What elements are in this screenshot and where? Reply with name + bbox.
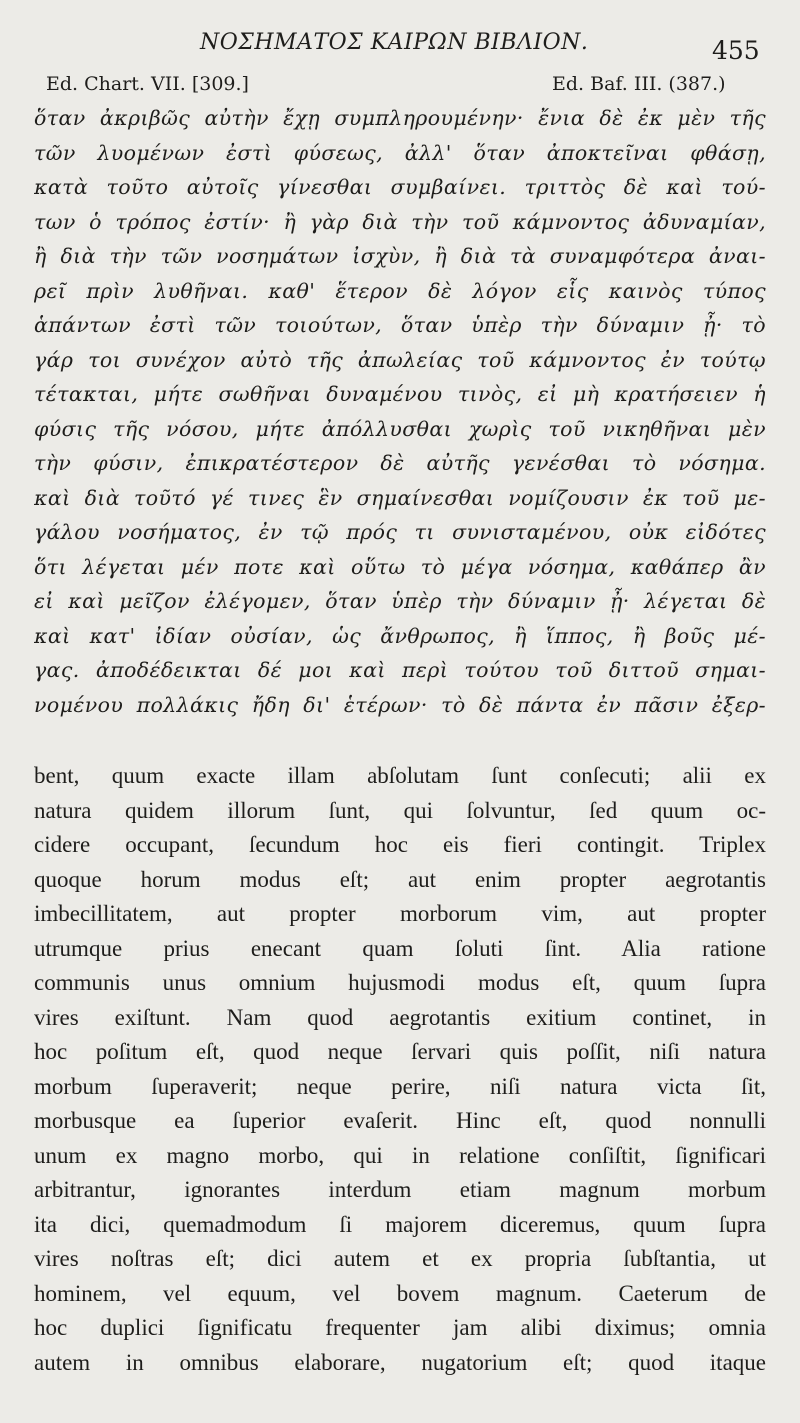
greek-text-line: νομένου πολλάκις ἤδη δι' ἑτέρων· τὸ δὲ πάντα ἐν πᾶσιν ἐξερ- <box>34 692 766 717</box>
greek-text-line: ρεῖ πρὶν λυθῆναι. καθ' ἕτερον δὲ λόγον εἷς καινὸς τύπος <box>34 278 766 303</box>
latin-text-line: arbitrantur, ignorantes interdum etiam magnum morbum <box>34 1177 766 1202</box>
latin-text-line: bent, quum exacte illam abſolutam ſunt conſecuti; alii ex <box>34 763 766 788</box>
greek-text-line: ὅτι λέγεται μέν ποτε καὶ οὕτω τὸ μέγα νόσημα, καθάπερ ἂν <box>34 554 766 579</box>
latin-text-line: cidere occupant, ſecundum hoc eis fieri contingit. Triplex <box>34 832 766 857</box>
greek-text-line: εἰ καὶ μεῖζον ἐλέγομεν, ὅταν ὑπὲρ τὴν δύναμιν ᾖ· λέγεται δὲ <box>34 589 766 613</box>
latin-text-line: imbecillitatem, aut propter morborum vim, aut propter <box>34 901 766 926</box>
latin-text-line: morbum ſuperaverit; neque perire, niſi natura victa ſit, <box>34 1073 766 1099</box>
greek-text-line: τέτακται, μήτε σωθῆναι δυναμένου τινὸς, εἰ μὴ κρατήσειεν ἡ <box>34 382 766 406</box>
greek-text-line: φύσις τῆς νόσου, μήτε ἀπόλλυσθαι χωρὶς τοῦ νικηθῆναι μὲν <box>34 416 766 441</box>
latin-text-line: ita dici, quemadmodum ſi majorem diceremus, quum ſupra <box>34 1211 766 1237</box>
latin-text-line: hoc duplici ſignificatu frequenter jam alibi diximus; omnia <box>34 1315 766 1340</box>
greek-text-line: ὅταν ἀκριβῶς αὐτὴν ἔχῃ συμπληρουμένην· ἔνια δὲ ἐκ μὲν τῆς <box>34 106 766 130</box>
greek-text-line: των ὁ τρόπος ἐστίν· ἢ γὰρ διὰ τὴν τοῦ κάμνοντος ἀδυναμίαν, <box>34 209 766 234</box>
greek-text-line: τῶν λυομένων ἐστὶ φύσεως, ἀλλ' ὅταν ἀποκτεῖναι φθάσῃ, <box>34 140 766 165</box>
greek-text-line: γάρ τοι συνέχον αὐτὸ τῆς ἀπωλείας τοῦ κάμνοντος ἐν τούτῳ <box>34 347 766 372</box>
latin-text-line: hominem, vel equum, vel bovem magnum. Caeterum de <box>34 1280 766 1306</box>
greek-text-line: γας. ἀποδέδεικται δέ μοι καὶ περὶ τούτου τοῦ διττοῦ σημαι- <box>34 658 766 682</box>
latin-text-line: hoc poſitum eſt, quod neque ſervari quis poſſit, niſi natura <box>34 1039 766 1064</box>
edition-reference-basel: Ed. Baf. III. (387.) <box>552 73 726 95</box>
latin-text-line: natura quidem illorum ſunt, qui ſolvuntur, ſed quum oc- <box>34 797 766 823</box>
greek-text-line: τὴν φύσιν, ἐπικρατέστερον δὲ αὐτῆς γενέσθαι τὸ νόσημα. <box>34 451 766 475</box>
latin-text-line: utrumque prius enecant quam ſoluti ſint. Alia ratione <box>34 935 766 961</box>
greek-text-line: ἁπάντων ἐστὶ τῶν τοιούτων, ὅταν ὑπὲρ τὴν δύναμιν ᾖ· τὸ <box>34 313 766 337</box>
latin-text-line: communis unus omnium hujusmodi modus eſt, quum ſupra <box>34 970 766 995</box>
greek-text-line: καὶ κατ' ἰδίαν οὐσίαν, ὡς ἄνθρωπος, ἢ ἵππος, ἢ βοῦς μέ- <box>34 623 766 648</box>
latin-text-line: quoque horum modus eſt; aut enim propter aegrotantis <box>34 866 766 892</box>
greek-text-line: ἢ διὰ τὴν τῶν νοσημάτων ἰσχὺν, ἢ διὰ τὰ συναμφότερα ἀναι- <box>34 244 766 268</box>
greek-text-line: γάλου νοσήματος, ἐν τῷ πρός τι συνισταμένου, οὐκ εἰδότες <box>34 520 766 544</box>
edition-reference-chartier: Ed. Chart. VII. [309.] <box>46 73 249 95</box>
running-title: ΝΟΣΗΜΑΤΟΣ ΚΑΙΡΩΝ ΒΙΒΛΙΟΝ. <box>200 30 589 55</box>
page-number: 455 <box>712 36 760 65</box>
latin-text-line: vires exiſtunt. Nam quod aegrotantis exitium continet, in <box>34 1004 766 1030</box>
latin-text-line: unum ex magno morbo, qui in relatione conſiſtit, ſignificari <box>34 1142 766 1168</box>
latin-text-line: autem in omnibus elaborare, nugatorium eſt; quod itaque <box>34 1349 766 1375</box>
latin-text-line: vires noſtras eſt; dici autem et ex propria ſubſtantia, ut <box>34 1246 766 1271</box>
greek-text-line: καὶ διὰ τοῦτό γέ τινες ἓν σημαίνεσθαι νομίζουσιν ἐκ τοῦ με- <box>34 485 766 510</box>
greek-text-line: κατὰ τοῦτο αὐτοῖς γίνεσθαι συμβαίνει. τριττὸς δὲ καὶ τού- <box>34 175 766 199</box>
latin-text-line: morbusque ea ſuperior evaſerit. Hinc eſt, quod nonnulli <box>34 1108 766 1133</box>
